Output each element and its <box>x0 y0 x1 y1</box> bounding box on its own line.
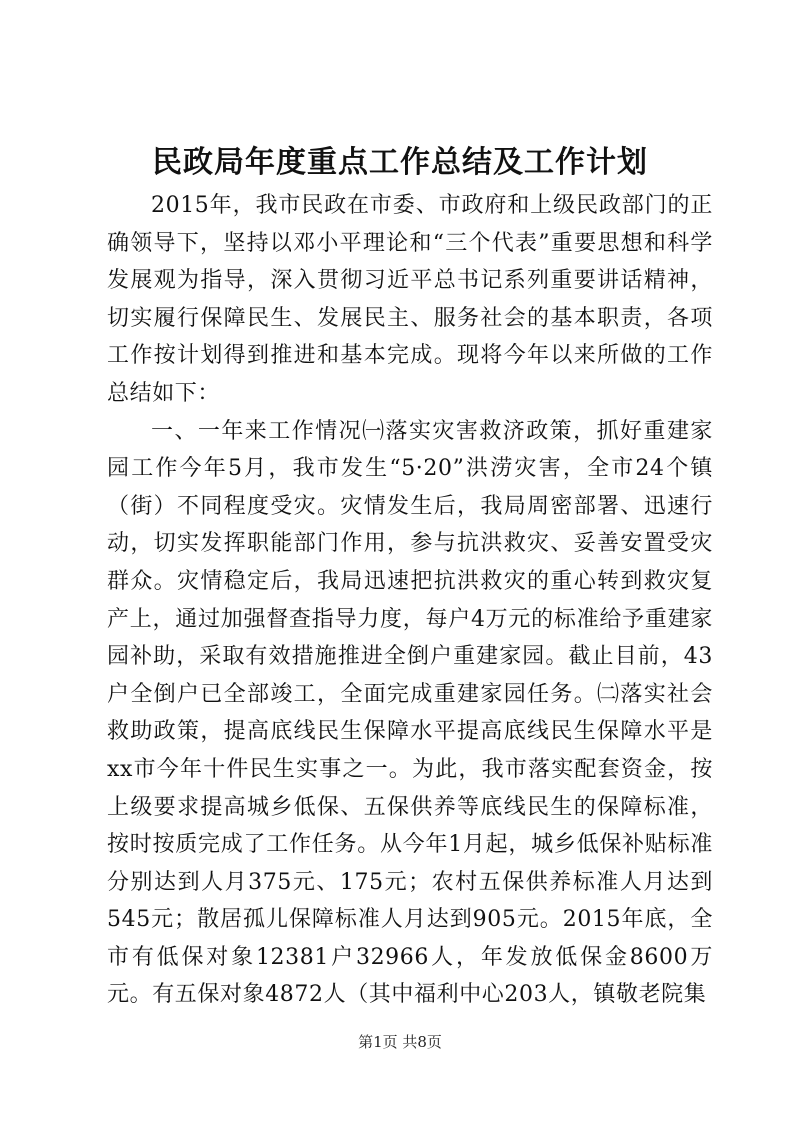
paragraph-work-summary: 一、一年来工作情况㈠落实灾害救济政策，抓好重建家园工作今年5月，我市发生“5·20”洪涝灾害，全市24个镇（街）不同程度受灾。灾情发生后，我局周密部署、迅速行动，切实发挥职能部门作用，参与抗洪救灾、妥善安置受灾群众。灾情稳定后，我局迅速把抗洪救灾的重心转到救灾复产上，通过加强督查指导力度，每户4万元的标准给予重建家园补助，采取有效措施推进全倒户重建家园。截止目前，43户全倒户已全部竣工，全面完成重建家园任务。㈡落实社会救助政策，提高底线民生保障水平提高底线民生保障水平是xx市今年十件民生实事之一。为此，我市落实配套资金，按上级要求提高城乡低保、五保供养等底线民生的保障标准，按时按质完成了工作任务。从今年1月起，城乡低保补贴标准分别达到人月375元、175元；农村五保供养标准人月达到545元；散居孤儿保障标准人月达到905元。2015年底，全市有低保对象12381户32966人，年发放低保金8600万元。有五保对象4872人（其中福利中心203人，镇敬老院集 <box>107 418 713 1008</box>
page-number: 第1页 共8页 <box>358 1033 442 1051</box>
document-title: 民政局年度重点工作总结及工作计划 <box>152 145 648 180</box>
document-body <box>107 187 713 1014</box>
paragraph-intro: 2015年，我市民政在市委、市政府和上级民政部门的正确领导下，坚持以邓小平理论和“三个代表”重要思想和科学发展观为指导，深入贯彻习近平总书记系列重要讲话精神，切实履行保障民生、发展民主、服务社会的基本职责，各项工作按计划得到推进和基本完成。现将今年以来所做的工作总结如下： <box>107 193 713 406</box>
